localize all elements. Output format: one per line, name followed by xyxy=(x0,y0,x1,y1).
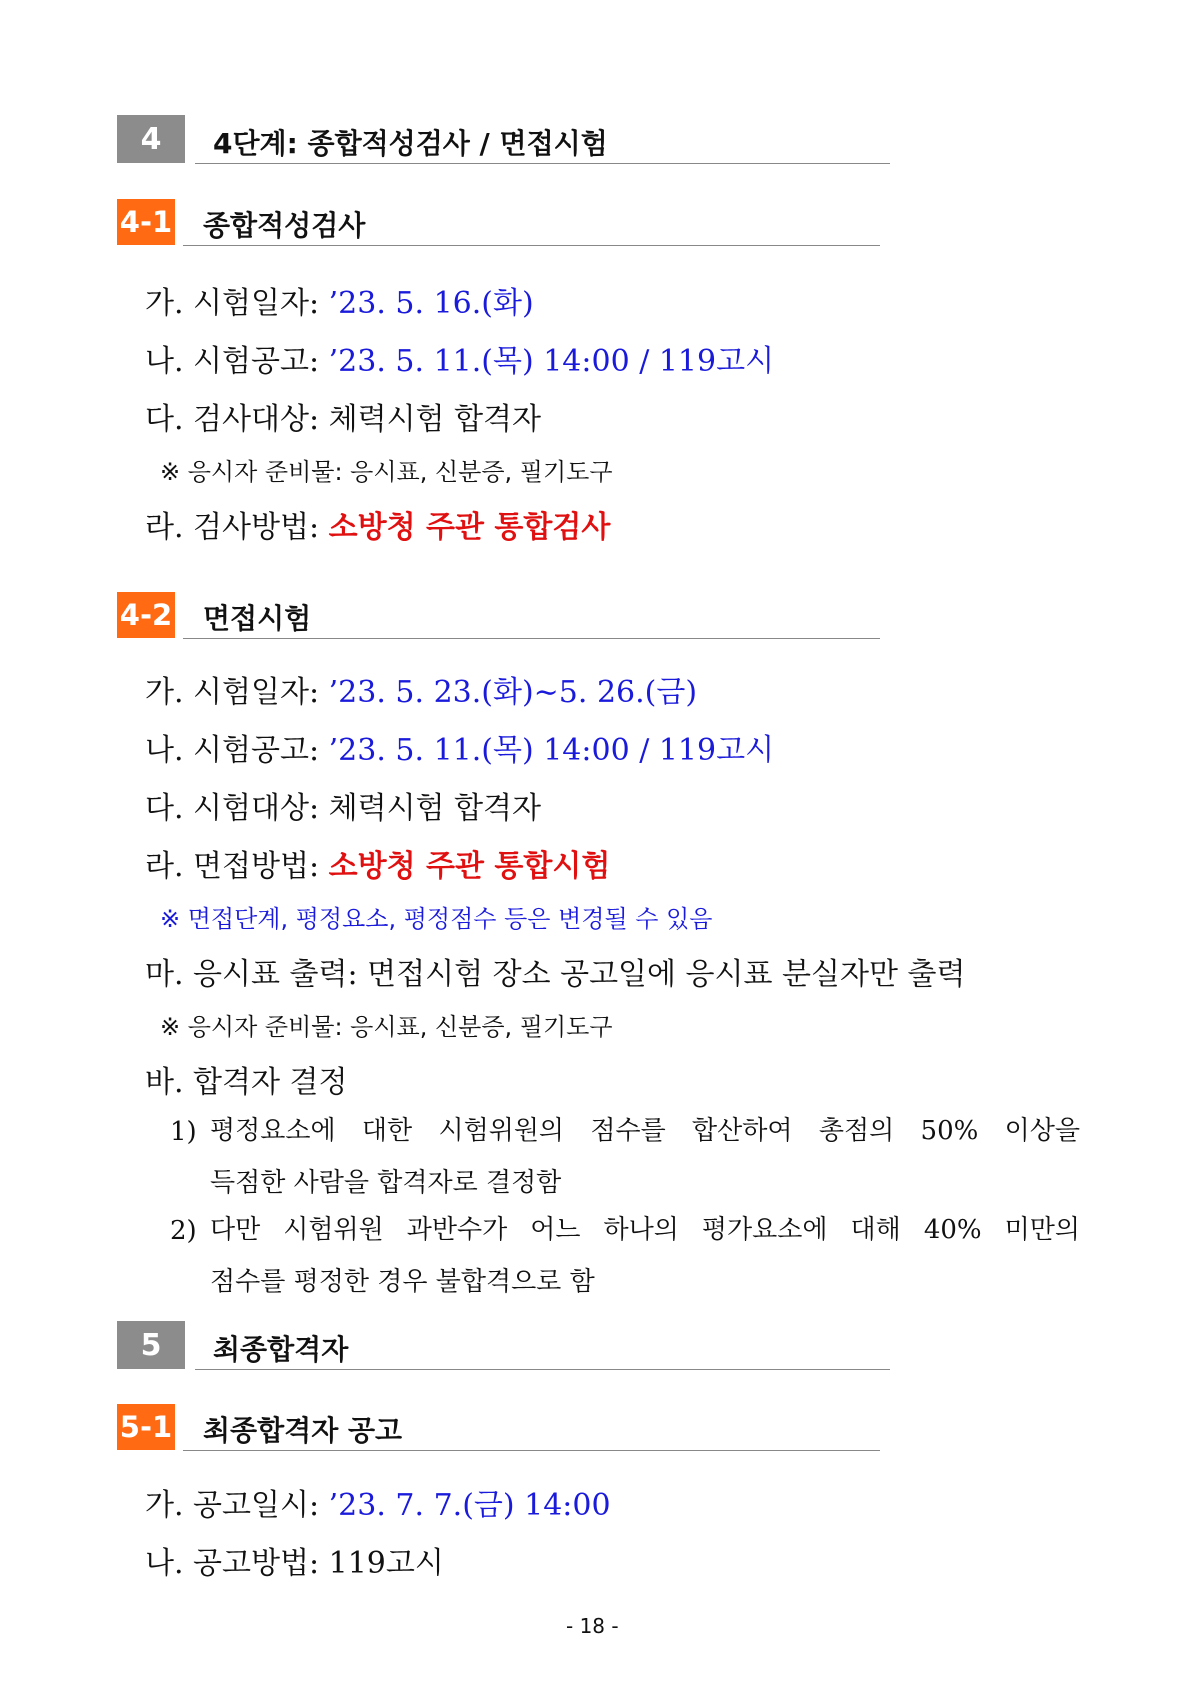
note-blue: ※ 면접단계, 평정요소, 평정점수 등은 변경될 수 있음 xyxy=(160,905,713,933)
subsection-number-box xyxy=(117,199,175,245)
item-label: 가. 시험일자: xyxy=(145,675,329,710)
list-item xyxy=(145,667,697,711)
subsection-rule xyxy=(183,1450,880,1451)
subsection-title: 면접시험 xyxy=(203,602,312,635)
section-title: 최종합격자 xyxy=(213,1333,349,1366)
subsection-number: 4-1 xyxy=(119,205,173,239)
item-label: 나. 시험공고: xyxy=(145,344,329,379)
rule-line: 다만 시험위원 과반수가 어느 하나의 평가요소에 대해 40% 미만의 xyxy=(210,1215,1080,1245)
item-label: 다. 시험대상: 체력시험 합격자 xyxy=(145,791,542,826)
subsection-rule xyxy=(183,638,880,639)
subsection-number: 4-2 xyxy=(119,598,173,632)
item-label: 가. 시험일자: xyxy=(145,286,329,321)
list-item: 바. 합격자 결정 xyxy=(145,1065,348,1100)
item-value-emphasis: 소방청 주관 통합시험 xyxy=(328,849,611,884)
subsection-number-box xyxy=(117,1404,175,1450)
subsection-title: 최종합격자 공고 xyxy=(203,1414,403,1447)
item-label: 나. 시험공고: xyxy=(145,733,329,768)
rule-line: 득점한 사람을 합격자로 결정함 xyxy=(210,1168,562,1198)
item-label: 다. 검사대상: 체력시험 합격자 xyxy=(145,402,542,437)
list-item xyxy=(145,336,774,380)
list-item xyxy=(145,502,610,546)
list-item: 마. 응시표 출력: 면접시험 장소 공고일에 응시표 분실자만 출력 xyxy=(145,957,966,992)
item-value-emphasis: 소방청 주관 통합검사 xyxy=(328,510,611,545)
section-number: 5 xyxy=(140,1327,162,1363)
subsection-rule xyxy=(183,245,880,246)
section-rule xyxy=(195,1369,890,1370)
page-number: - 18 - xyxy=(566,1614,619,1638)
note: ※ 응시자 준비물: 응시표, 신분증, 필기도구 xyxy=(160,458,613,486)
section-number-box xyxy=(117,115,185,163)
subsection-number-box xyxy=(117,592,175,638)
list-item xyxy=(145,783,541,827)
rule-line: 점수를 평정한 경우 불합격으로 함 xyxy=(210,1267,595,1297)
item-value: ’23. 5. 11.(목) 14:00 / 119고시 xyxy=(328,733,775,768)
item-label: 라. 검사방법: xyxy=(145,510,329,545)
section-rule xyxy=(195,163,890,164)
item-label: 라. 면접방법: xyxy=(145,849,329,884)
item-value: ’23. 5. 16.(화) xyxy=(328,286,534,321)
list-item xyxy=(145,841,610,885)
list-item xyxy=(145,725,774,769)
note: ※ 응시자 준비물: 응시표, 신분증, 필기도구 xyxy=(160,1013,613,1041)
rule-number: 2) xyxy=(170,1216,197,1246)
item-value: ’23. 5. 23.(화)∼5. 26.(금) xyxy=(328,675,698,710)
item-label: 가. 공고일시: xyxy=(145,1488,329,1523)
rule-line: 평정요소에 대한 시험위원의 점수를 합산하여 총점의 50% 이상을 xyxy=(210,1116,1080,1146)
list-item xyxy=(145,278,534,322)
list-item xyxy=(145,394,541,438)
item-value: ’23. 7. 7.(금) 14:00 xyxy=(328,1488,611,1523)
item-value: ’23. 5. 11.(목) 14:00 / 119고시 xyxy=(328,344,775,379)
list-item xyxy=(145,1538,444,1582)
subsection-number: 5-1 xyxy=(119,1410,173,1444)
section-number: 4 xyxy=(140,121,162,157)
item-label: 나. 공고방법: 119고시 xyxy=(145,1546,444,1581)
rule-number: 1) xyxy=(170,1117,197,1147)
subsection-title: 종합적성검사 xyxy=(203,209,366,242)
list-item xyxy=(145,1480,611,1524)
section-number-box xyxy=(117,1321,185,1369)
section-title: 4단계: 종합적성검사 / 면접시험 xyxy=(213,127,608,160)
